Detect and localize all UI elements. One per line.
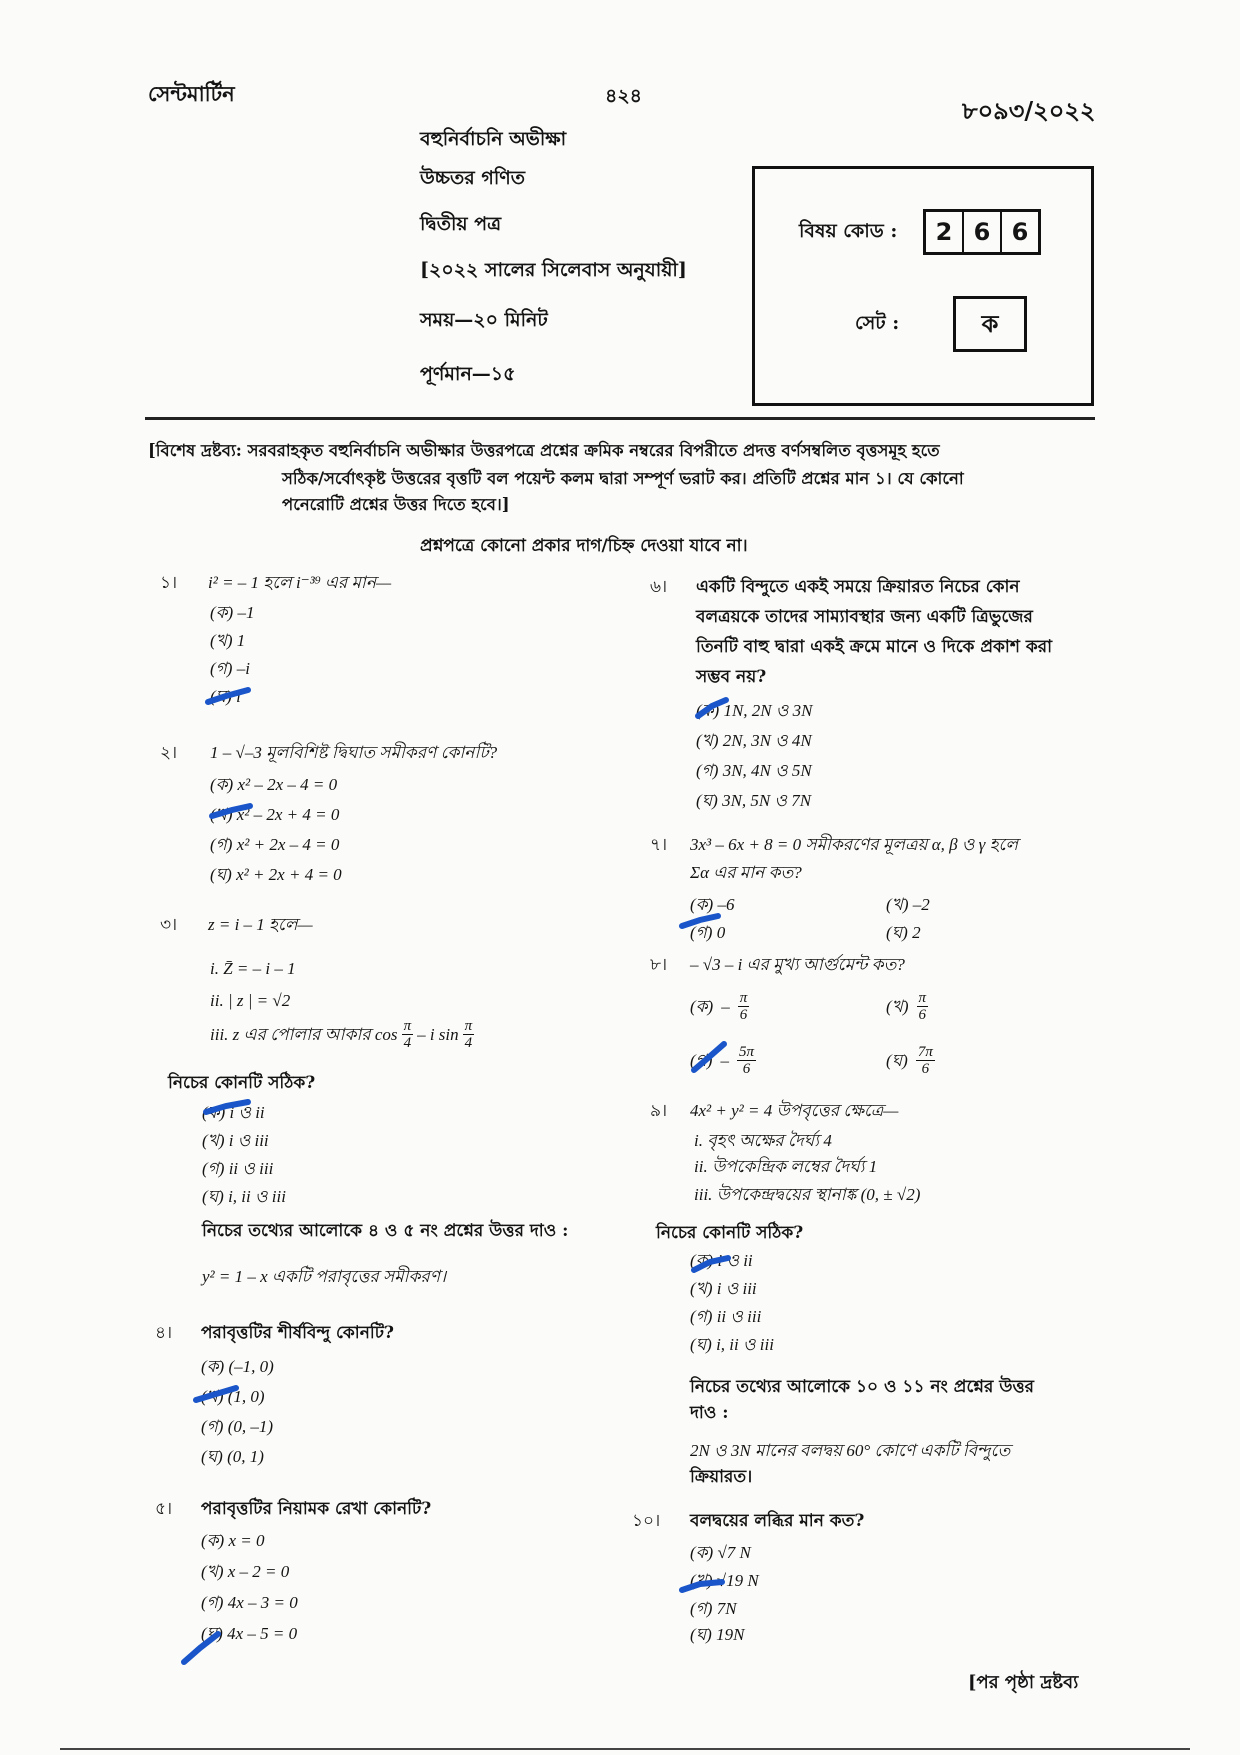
question-text: পরাবৃত্তটির শীর্ষবিন্দু কোনটি? [201,1323,394,1343]
tick-mark-icon [208,690,248,702]
option-kha: (খ) 2N, 3N ও 4N [696,731,812,750]
denominator: 4 [464,1035,473,1051]
option-gha: (ঘ) i, ii ও iii [202,1187,286,1206]
option-ka: (ক) √7 N [690,1543,751,1562]
info-4-5-lead: নিচের তথ্যের আলোকে ৪ ও ৫ নং প্রশ্নের উত্তর দাও : [202,1221,569,1241]
subject-name: উচ্চতর গণিত [420,167,525,189]
tick-mark-icon [694,1258,728,1270]
statement-iii-sin: – i sin [417,1024,459,1044]
numerator: 5π [738,1044,754,1060]
option-label: (গ) [690,1050,713,1070]
tick-mark-icon [196,1388,236,1400]
option-gha: (ঘ) i [210,687,241,706]
option-ga: (গ) x² + 2x – 4 = 0 [210,835,340,854]
denominator: 6 [918,1007,926,1023]
time-limit: সময়—২০ মিনিট [420,309,548,331]
option-ka: (ক) i ও ii [690,1251,753,1270]
question-text: 4x² + y² = 4 উপবৃত্তের ক্ষেত্রে— [690,1101,899,1120]
minus-sign: – [721,996,730,1016]
which-correct: নিচের কোনটি সঠিক? [168,1073,316,1093]
question-line: 3x³ – 6x + 8 = 0 সমীকরণের মূলত্রয় α, β ও γ হলে [690,835,1019,854]
tick-mark-icon [682,1582,722,1590]
question-number: ৬। [650,577,668,597]
tick-mark-icon [698,700,726,716]
question-number: ১০। [632,1511,661,1531]
set-box: ক [953,296,1027,352]
footer-note: [পর পৃষ্ঠা দ্রষ্টব্য [968,1672,1079,1693]
option-label: (ক) [690,996,714,1016]
question-text: বলদ্বয়ের লব্ধির মান কত? [690,1511,865,1531]
option-kha: (খ) x – 2 = 0 [201,1562,290,1581]
option-label: (ঘ) [886,1050,908,1070]
denominator: 6 [921,1061,930,1077]
question-text: 1 – √–3 মূলবিশিষ্ট দ্বিঘাত সমীকরণ কোনটি? [210,743,498,762]
option-kha: (খ) (1, 0) [201,1387,265,1406]
option-ka: (ক) –1 [210,603,255,622]
numerator: π [464,1018,473,1034]
info-10-11-line: দাও : [690,1403,729,1423]
left-title: সেন্টমার্টিন [148,81,235,106]
code-digit: 2 [926,212,964,252]
statement-ii: ii. | z | = √2 [210,991,291,1010]
option-kha: (খ) √19 N [690,1571,759,1590]
statement-iii-text: iii. z এর পোলার আকার cos [210,1024,398,1044]
option-ga: (গ) ii ও iii [202,1159,274,1178]
denominator: 6 [739,1007,748,1023]
numerator: π [739,990,748,1006]
option-gha: (ঘ) x² + 2x + 4 = 0 [210,865,342,884]
question-text: পরাবৃত্তটির নিয়ামক রেখা কোনটি? [201,1499,432,1519]
question-line: Σα এর মান কত? [690,863,802,882]
option-gha: (ঘ) 2 [886,923,921,942]
option-ga: (গ) 0 [690,923,726,942]
tick-mark-icon [206,1102,248,1112]
statement-ii: ii. উপকেন্দ্রিক লম্বের দৈর্ঘ্য 1 [694,1157,878,1176]
instruction-line-2: সঠিক/সর্বোৎকৃষ্ট উত্তরের বৃত্তটি বল পয়েন্ট কলম দ্বারা সম্পূর্ণ ভরাট কর। প্রতিটি প্রশ্নের মান ১। যে কোনো [282,469,964,488]
tick-mark-icon [184,1634,218,1662]
option-kha: (খ) 1 [210,631,246,650]
option-kha: (খ) i ও iii [690,1279,757,1298]
question-number: ৪। [155,1323,173,1343]
warning-line: প্রশ্নপত্রে কোনো প্রকার দাগ/চিহ্ন দেওয়া যাবে না। [420,536,748,556]
page-bottom-edge [60,1748,1190,1750]
option-ka: (ক) 1N, 2N ও 3N [696,701,813,720]
exam-type: বহুনির্বাচনি অভীক্ষা [420,128,567,150]
minus-sign: – [720,1050,729,1070]
option-kha: (খ) x² – 2x + 4 = 0 [210,805,340,824]
option-ka: (ক) –6 [690,895,735,914]
option-ga: (গ) ii ও iii [690,1307,762,1326]
option-label: (খ) [886,996,909,1016]
option-ga: (গ) 4x – 3 = 0 [201,1593,298,1612]
option-ga: (গ) (0, –1) [201,1417,274,1436]
info-10-11-line: ক্রিয়ারত। [690,1467,753,1487]
info-10-11-line: নিচের তথ্যের আলোকে ১০ ও ১১ নং প্রশ্নের উত্তর [690,1377,1035,1397]
question-line: একটি বিন্দুতে একই সময়ে ক্রিয়ারত নিচের কোন [696,577,1020,597]
statement-i: i. বৃহৎ অক্ষের দৈর্ঘ্য 4 [694,1131,832,1150]
question-text: – √3 – i এর মুখ্য আর্গুমেন্ট কত? [690,955,905,974]
option-ka: (ক) (–1, 0) [201,1357,274,1376]
syllabus-note: [২০২২ সালের সিলেবাস অনুযায়ী] [420,259,687,281]
tick-mark-icon [212,806,250,816]
question-number: ৯। [650,1101,668,1121]
question-line: বলত্রয়কে তাদের সাম্যাবস্থার জন্য একটি ত্রিভুজের [696,607,1033,627]
statement-i: i. Z̄ = – i – 1 [210,959,296,978]
info-4-5-equation: y² = 1 – x একটি পরাবৃত্তের সমীকরণ। [202,1267,447,1286]
denominator: 4 [403,1035,412,1051]
option-gha: (ঘ) (0, 1) [201,1447,264,1466]
question-number: ২। [160,743,178,763]
option-gha: (ঘ) i, ii ও iii [690,1335,774,1354]
question-text: i² = – 1 হলে i⁻³⁹ এর মান— [208,573,392,592]
paper-name: দ্বিতীয় পত্র [420,213,502,235]
code-digit: 6 [1002,212,1040,252]
subject-code-label: বিষয় কোড : [799,220,898,242]
which-correct: নিচের কোনটি সঠিক? [656,1223,804,1243]
question-text: z = i – 1 হলে— [208,915,313,934]
instruction-line-3: পনেরোটি প্রশ্নের উত্তর দিতে হবে।] [282,495,510,514]
option-gha: (ঘ) 3N, 5N ও 7N [696,791,812,810]
option-kha: (খ) –2 [886,895,930,914]
instruction-line-1: [বিশেষ দ্রষ্টব্য: সরবরাহকৃত বহুনির্বাচনি অভীক্ষার উত্তরপত্রে প্রশ্নের ক্রমিক নম্বরের বিপরীতে প্রদত্ত বর্ণসম্বলিত বৃত্তসমূহ হতে [148,441,940,460]
tick-mark-icon [682,916,718,926]
numerator: π [403,1018,412,1034]
numerator: 7π [917,1044,933,1060]
question-number: ৮। [650,955,668,975]
question-number: ৩। [160,915,178,935]
question-number: ৫। [155,1499,173,1519]
numerator: π [918,990,927,1006]
option-gha: (ঘ) 4x – 5 = 0 [201,1624,298,1643]
statement-iii: iii. উপকেন্দ্রদ্বয়ের স্থানাঙ্ক (0, ± √2) [694,1185,921,1204]
tick-mark-icon [694,1044,724,1070]
code-digit: 6 [964,212,1002,252]
question-number: ৭। [650,835,668,855]
option-kha: (খ) i ও iii [202,1131,269,1150]
full-marks: পূর্ণমান—১৫ [420,363,516,385]
question-line: সম্ভব নয়? [696,667,767,687]
option-ka: (ক) x = 0 [201,1531,265,1550]
set-label: সেট : [855,312,900,334]
option-ka: (ক) x² – 2x – 4 = 0 [210,775,338,794]
exam-code: ৮০৯৩/২০২২ [962,96,1096,125]
question-line: তিনটি বাহু দ্বারা একই ক্রমে মানে ও দিকে প্রকাশ করা [696,637,1052,657]
option-ga: (গ) –i [210,659,250,678]
question-number: ১। [160,573,178,593]
option-ga: (গ) 3N, 4N ও 5N [696,761,812,780]
option-gha: (ঘ) 19N [690,1625,745,1644]
info-10-11-line: 2N ও 3N মানের বলদ্বয় 60° কোণে একটি বিন্দুতে [690,1441,1011,1460]
option-ga: (গ) 7N [690,1599,737,1618]
denominator: 6 [742,1061,751,1077]
option-ka: (ক) i ও ii [202,1103,265,1122]
page-number: ৪২৪ [605,85,643,107]
